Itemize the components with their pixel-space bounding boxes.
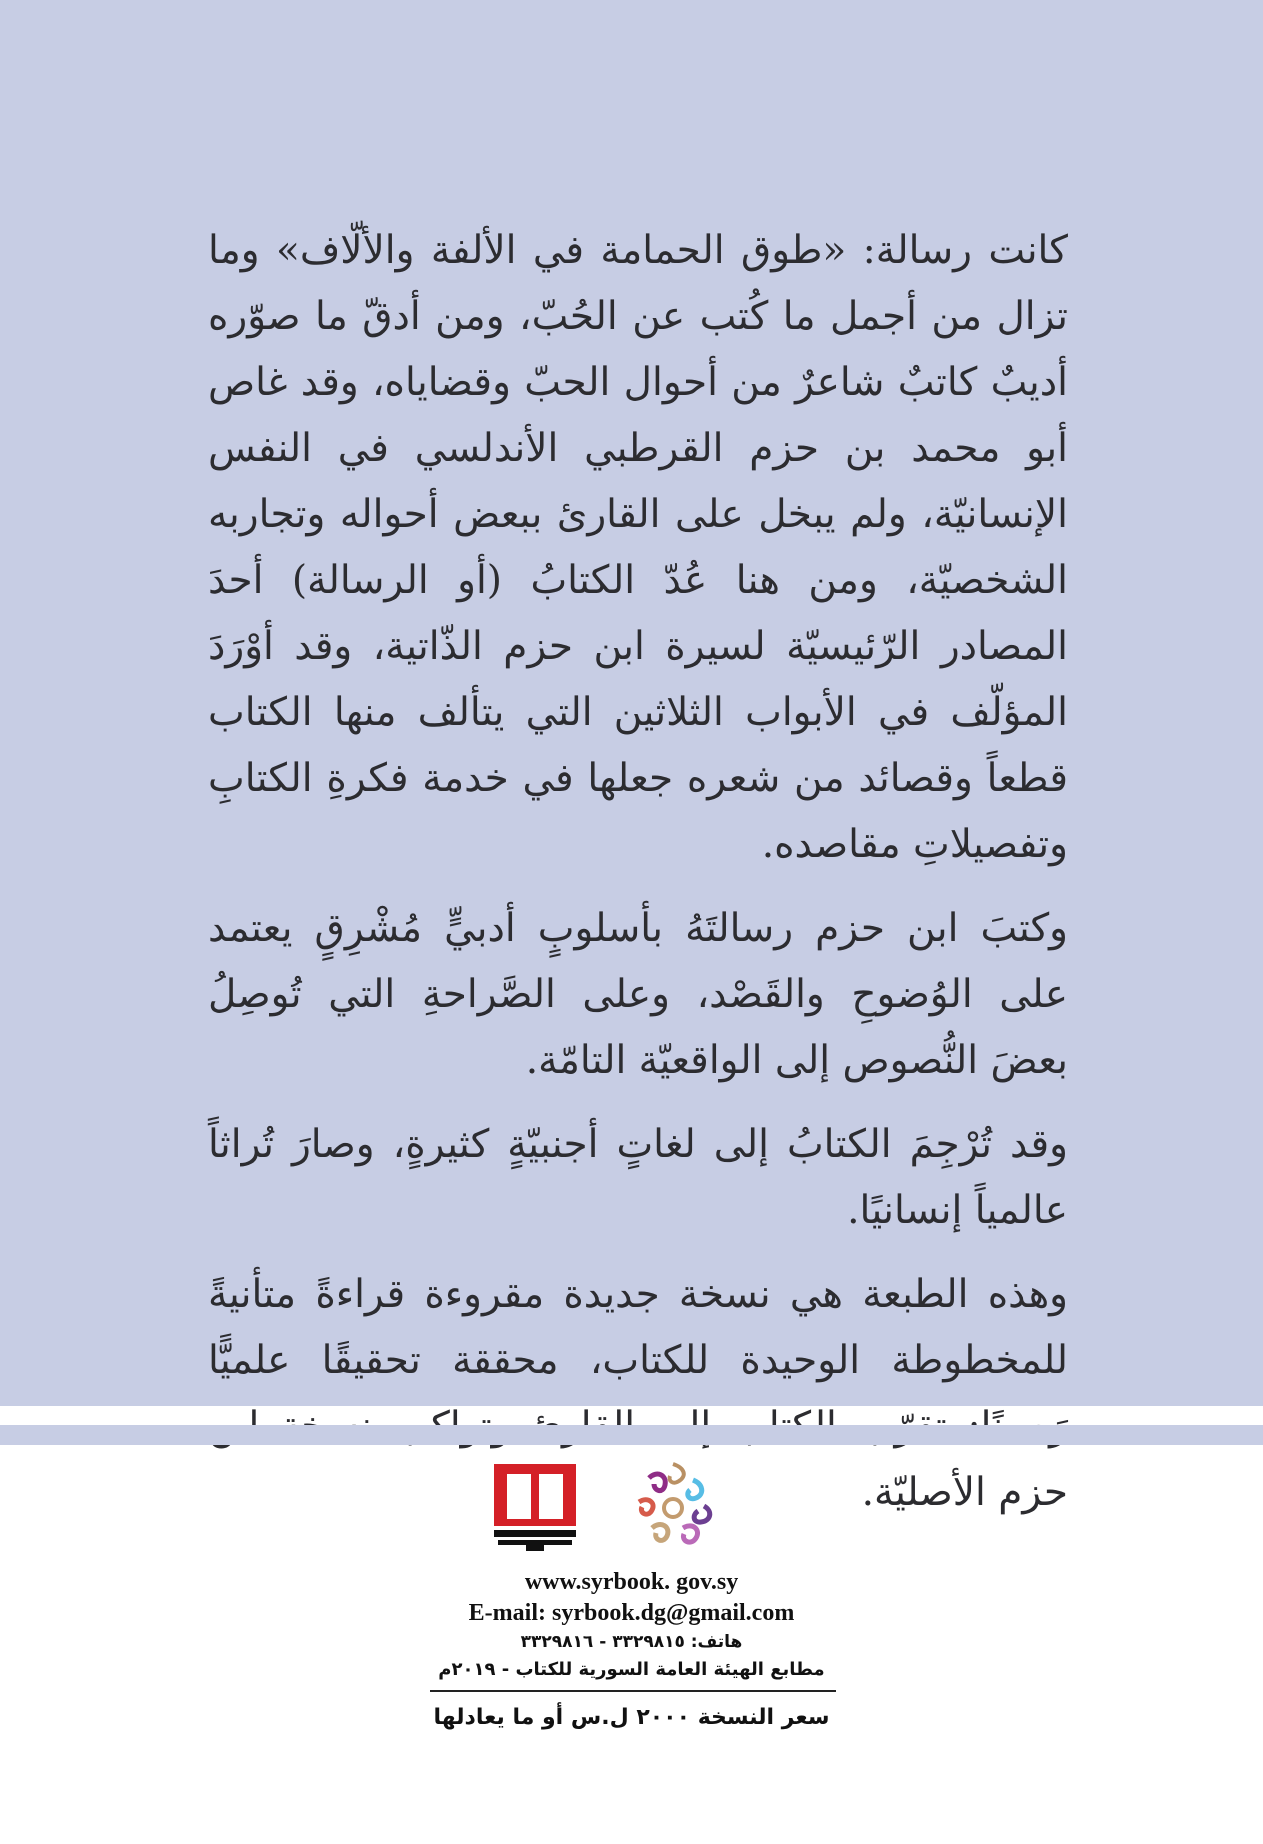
paragraph-4: وهذه الطبعة هي نسخة جديدة مقروءة قراءةً متأنيةً للمخطوطة الوحيدة للكتاب، محققة تحقيقًا علميًّا حزم الأصليّة.: [208, 1272, 1068, 1515]
paragraph-1: كانت رسالة: «طوق الحمامة في الألفة والألّاف» وما تزال من أجمل ما كُتب عن الحُبّ، ومن أدقّ ما صوّره أديبٌ كاتبٌ شاعرٌ من أحوال الحبّ وقضاياه، وقد غاص أبو محمد بن حزم القرطبي الأندلسي في النفس الإنسانيّة، ولم يبخل على القارئ ببعض أحواله وتجاربه الشخصيّة، ومن هنا عُدّ الكتابُ (أو الرسالة) أحدَ المصادر الرّئيسيّة لسيرة ابن حزم الذّاتية، وقد أوْرَدَ المؤلّف في الأبواب الثلاثين التي يتألف منها الكتاب قطعاً وقصائد من شعره جعلها في خدمة فكرةِ الكتابِ وتفصيلاتِ مقاصده.: [208, 228, 1068, 867]
publisher-email[interactable]: E-mail: syrbook.dg@gmail.com: [468, 1600, 795, 1626]
book-price: سعر النسخة ٢٠٠٠ ل.س أو ما يعادلها: [433, 1705, 830, 1730]
culture-ministry-icon: [625, 1460, 721, 1555]
publisher-phone: هاتف: ٣٣٢٩٨١٥ - ٣٣٢٩٨١٦: [520, 1632, 743, 1652]
printer-line: مطابع الهيئة العامة السورية للكتاب - ٢٠١٩م: [438, 1659, 825, 1680]
publisher-website[interactable]: www.syrbook. gov.sy: [524, 1569, 739, 1595]
publisher-logos: [0, 1460, 1263, 1555]
open-book-icon: [490, 1460, 580, 1552]
paragraph-3: وقد تُرْجِمَ الكتابُ إلى لغاتٍ أجنبيّةٍ كثيرةٍ، وصارَ تُراثاً عالمياً إنسانيًا.: [208, 1122, 1068, 1233]
publisher-info: [0, 1566, 1263, 1684]
cover-color-strip: [0, 1425, 1263, 1445]
price-divider: [430, 1690, 836, 1692]
synopsis-text: [208, 218, 1068, 1544]
paragraph-2: وكتبَ ابن حزم رسالتَهُ بأسلوبٍ أدبيٍّ مُشْرِقٍ يعتمد على الوُضوحِ والقَصْد، وعلى الصَّراحةِ التي تُوصِلُ بعضَ النُّصوص إلى الواقعيّة التامّة.: [208, 906, 1068, 1083]
